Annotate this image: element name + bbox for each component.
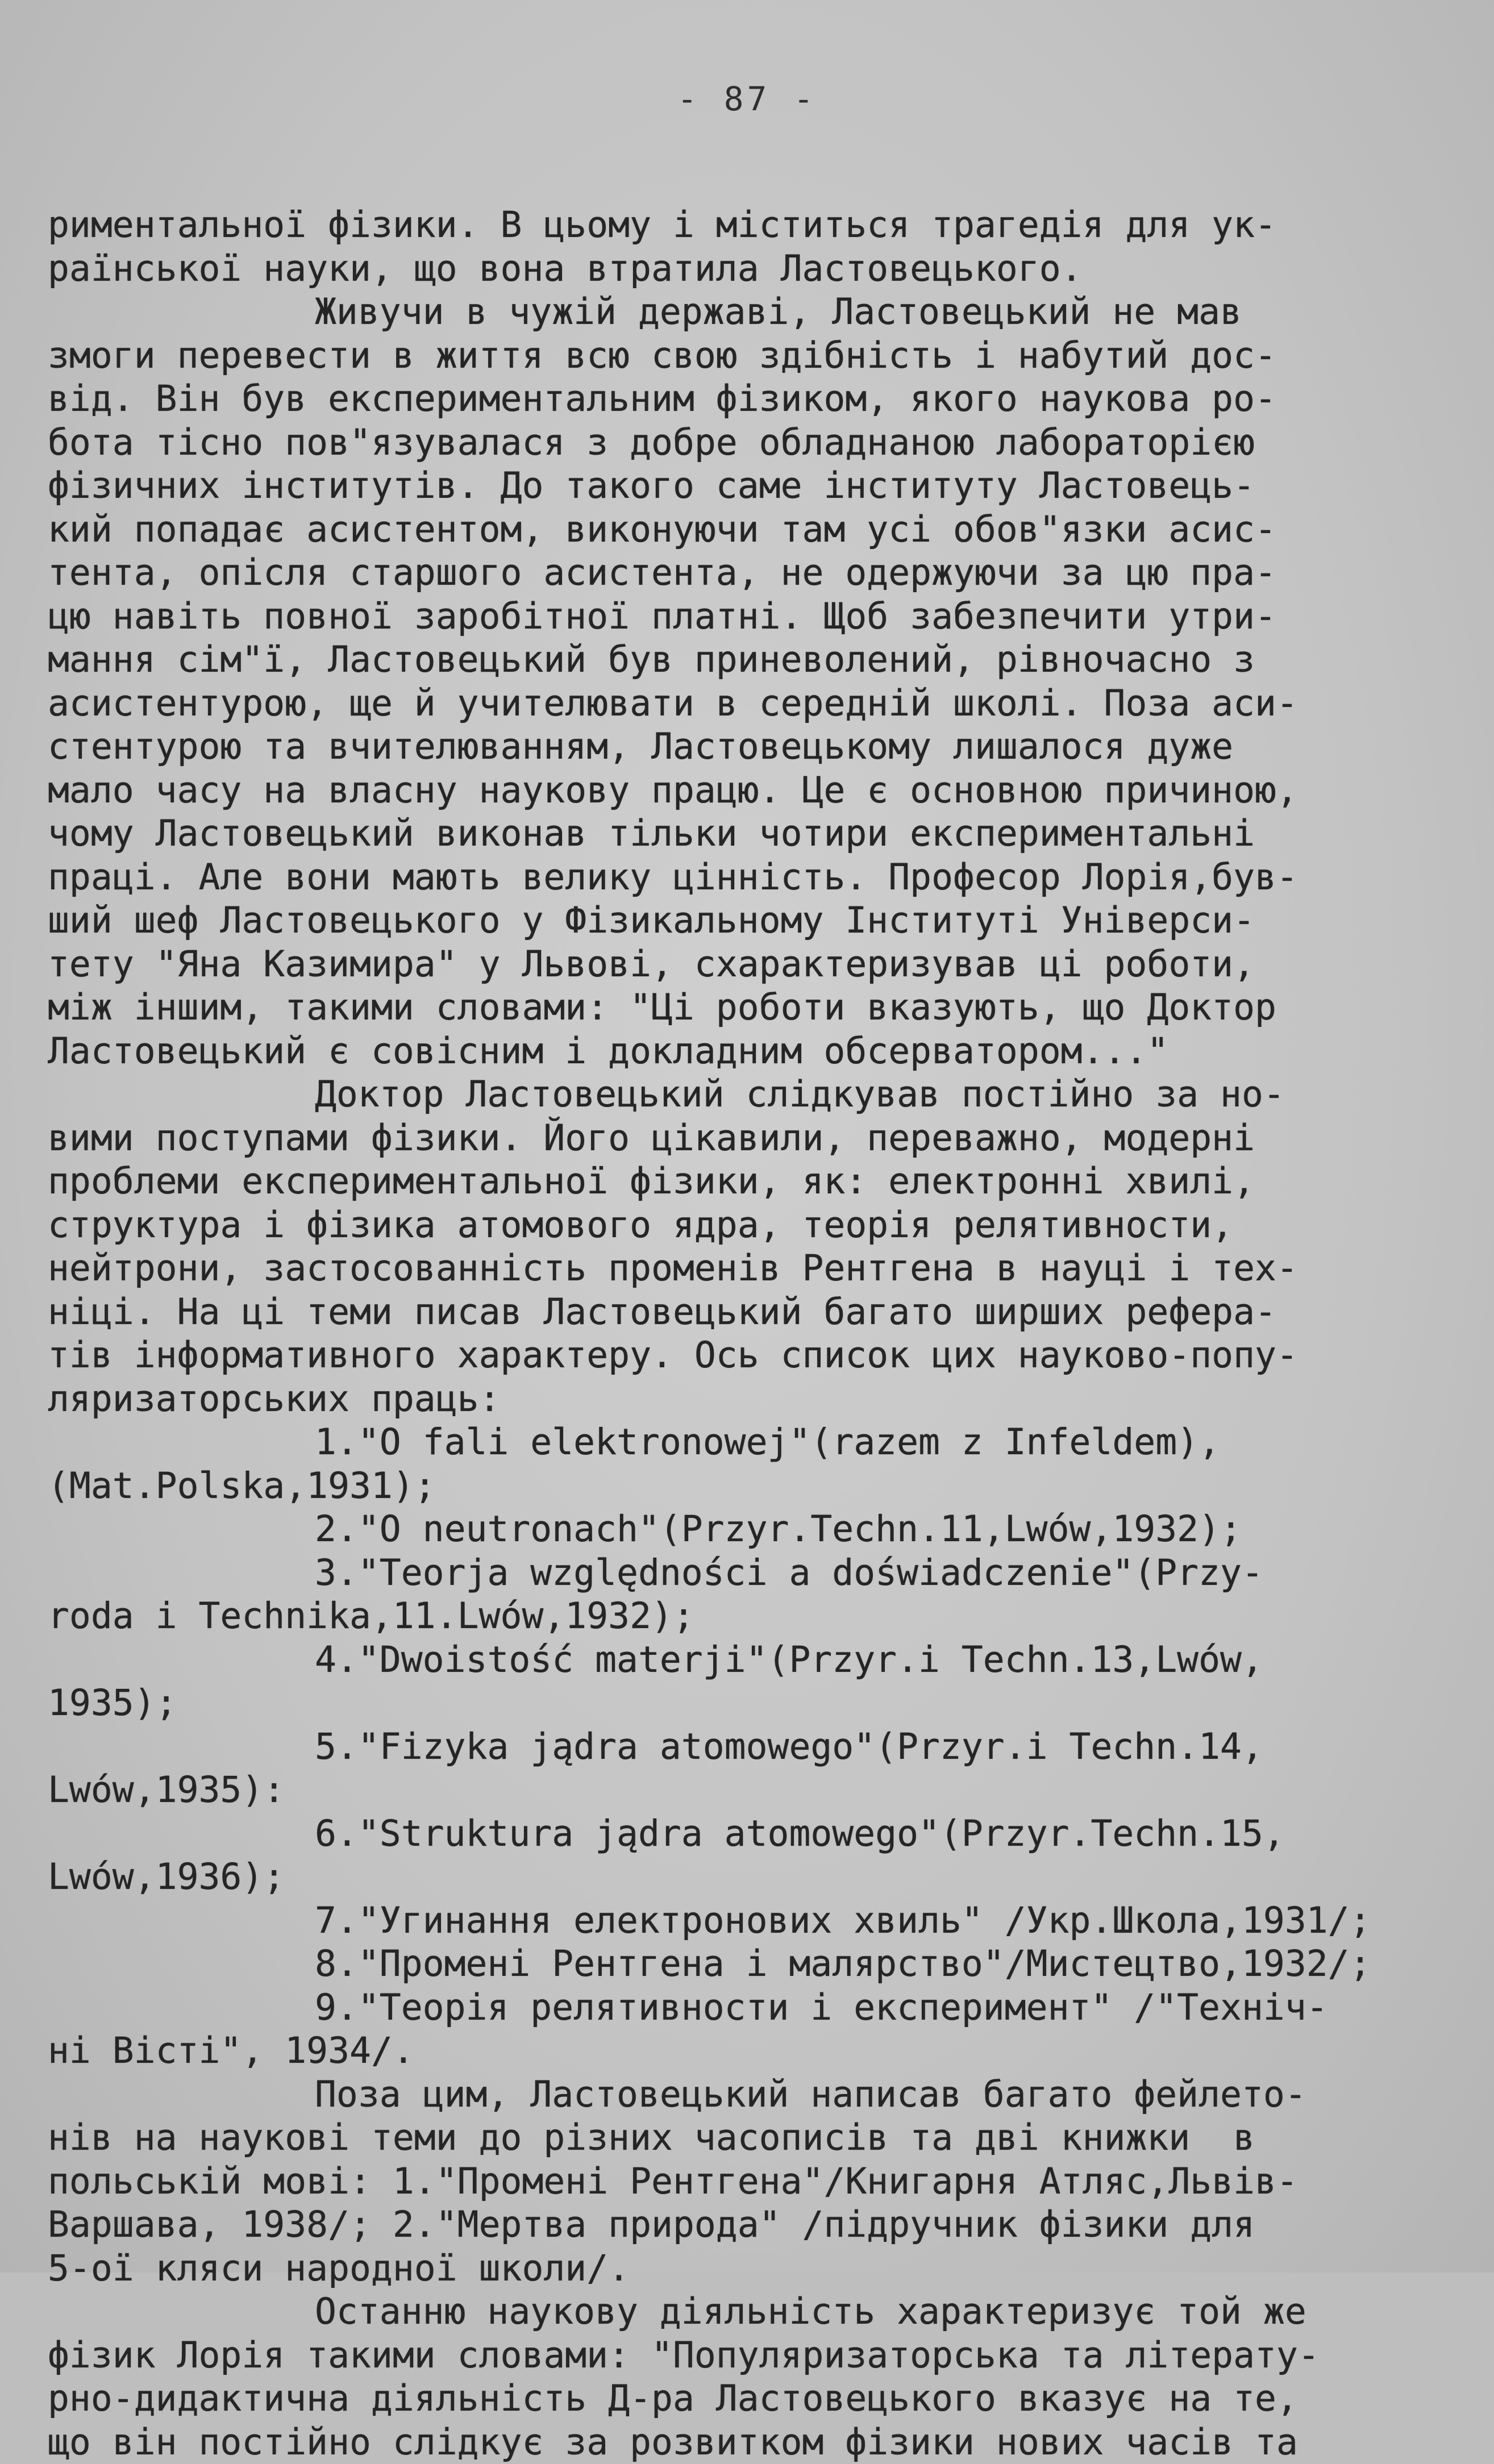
text-line: ні Вісті", 1934/. [48,2029,1451,2073]
text-line: риментальної фізики. В цьому і міститься трагедія для ук- [48,203,1451,247]
text-line: мання сім"ї, Ластовецький був приневолений, рівночасно з [48,638,1451,682]
text-line: ляризаторських праць: [48,1377,1451,1421]
text-line: тента, опісля старшого асистента, не одержуючи за цю пра- [48,551,1451,595]
text-line: 1."O fali elektronowej"(razem z Infeldem), [48,1421,1451,1464]
text-line: тету "Яна Казимира" у Львові, схарактеризував ці роботи, [48,943,1451,987]
text-line: roda i Technika,11.Lwów,1932); [48,1595,1451,1638]
text-line: Живучи в чужій державі, Ластовецький не мав [48,290,1451,334]
text-line: між іншим, такими словами: "Ці роботи вказують, що Доктор [48,986,1451,1030]
text-line: Lwów,1936); [48,1855,1451,1899]
text-line: Поза цим, Ластовецький написав багато фейлето- [48,2073,1451,2117]
text-line: праці. Але вони мають велику цінність. Професор Лорія,був- [48,856,1451,900]
text-line: 5."Fizyka jądra atomowego"(Przyr.i Techn.14, [48,1725,1451,1769]
text-line: 3."Teorja względności a doświadczenie"(Przy- [48,1551,1451,1595]
text-line: змоги перевести в життя всю свою здібність і набутий дос- [48,334,1451,378]
text-line: ніці. На ці теми писав Ластовецький багато ширших рефера- [48,1291,1451,1334]
text-line: від. Він був експериментальним фізиком, якого наукова ро- [48,377,1451,421]
page-number: - 87 - [0,80,1494,118]
text-line: вими поступами фізики. Його цікавили, переважно, модерні [48,1117,1451,1160]
text-line: Доктор Ластовецький слідкував постійно за но- [48,1073,1451,1117]
text-line: фізичних інститутів. До такого саме інституту Ластовець- [48,464,1451,508]
text-line: чому Ластовецький виконав тільки чотири експериментальні [48,812,1451,856]
text-line: 7."Угинання електронових хвиль" /Укр.Школа,1931/; [48,1899,1451,1943]
text-line: тів інформативного характеру. Ось список цих науково-попу- [48,1334,1451,1377]
text-line: бота тісно пов"язувалася з добре обладнаною лабораторією [48,421,1451,465]
text-line: Lwów,1935): [48,1768,1451,1812]
text-line: 2."O neutronach"(Przyr.Techn.11,Lwów,1932); [48,1508,1451,1551]
text-line: 1935); [48,1681,1451,1725]
text-line: асистентурою, ще й учителювати в середній школі. Поза аси- [48,682,1451,726]
text-line: 9."Теорія релятивности і експеримент" /"Техніч- [48,1986,1451,2030]
text-line: рно-дидактична діяльність Д-ра Ластовецького вказує на те, [48,2377,1451,2421]
text-line: цю навіть повної заробітної платні. Щоб забезпечити утри- [48,595,1451,639]
text-line: (Mat.Polska,1931); [48,1464,1451,1508]
text-line: польській мові: 1."Промені Рентгена"/Книгарня Атляс,Львів- [48,2160,1451,2204]
text-line: нейтрони, застосованність променів Рентгена в науці і тех- [48,1247,1451,1291]
text-line: Варшава, 1938/; 2."Мертва природа" /підручник фізики для [48,2203,1451,2247]
text-line: ший шеф Ластовецького у Фізикальному Інституті Універси- [48,899,1451,943]
text-line: що він постійно слідкує за розвитком фізики нових часів та [48,2421,1451,2464]
text-line: 5-ої кляси народної школи/. [48,2247,1451,2291]
text-line: структура і фізика атомового ядра, теорія релятивности, [48,1204,1451,1247]
text-line: мало часу на власну наукову працю. Це є основною причиною, [48,769,1451,813]
text-line: 8."Промені Рентгена і малярство"/Мистецтво,1932/; [48,1942,1451,1986]
text-line: раїнської науки, що вона втратила Ластовецького. [48,247,1451,291]
body-text [48,203,1451,2464]
text-line: 6."Struktura jądra atomowego"(Przyr.Techn.15, [48,1812,1451,1856]
text-line: 4."Dwoistość materji"(Przyr.i Techn.13,Lwów, [48,1638,1451,1682]
text-line: фізик Лорія такими словами: "Популяризаторська та літерату- [48,2334,1451,2378]
text-line: стентурою та вчителюванням, Ластовецькому лишалося дуже [48,725,1451,769]
text-line: проблеми експериментальної фізики, як: електронні хвилі, [48,1160,1451,1204]
text-line: кий попадає асистентом, виконуючи там усі обов"язки асис- [48,508,1451,552]
text-line: Останню наукову діяльність характеризує той же [48,2290,1451,2334]
text-line: нів на наукові теми до різних часописів та дві книжки в [48,2116,1451,2160]
text-line: Ластовецький є совісним і докладним обсерватором..." [48,1030,1451,1073]
